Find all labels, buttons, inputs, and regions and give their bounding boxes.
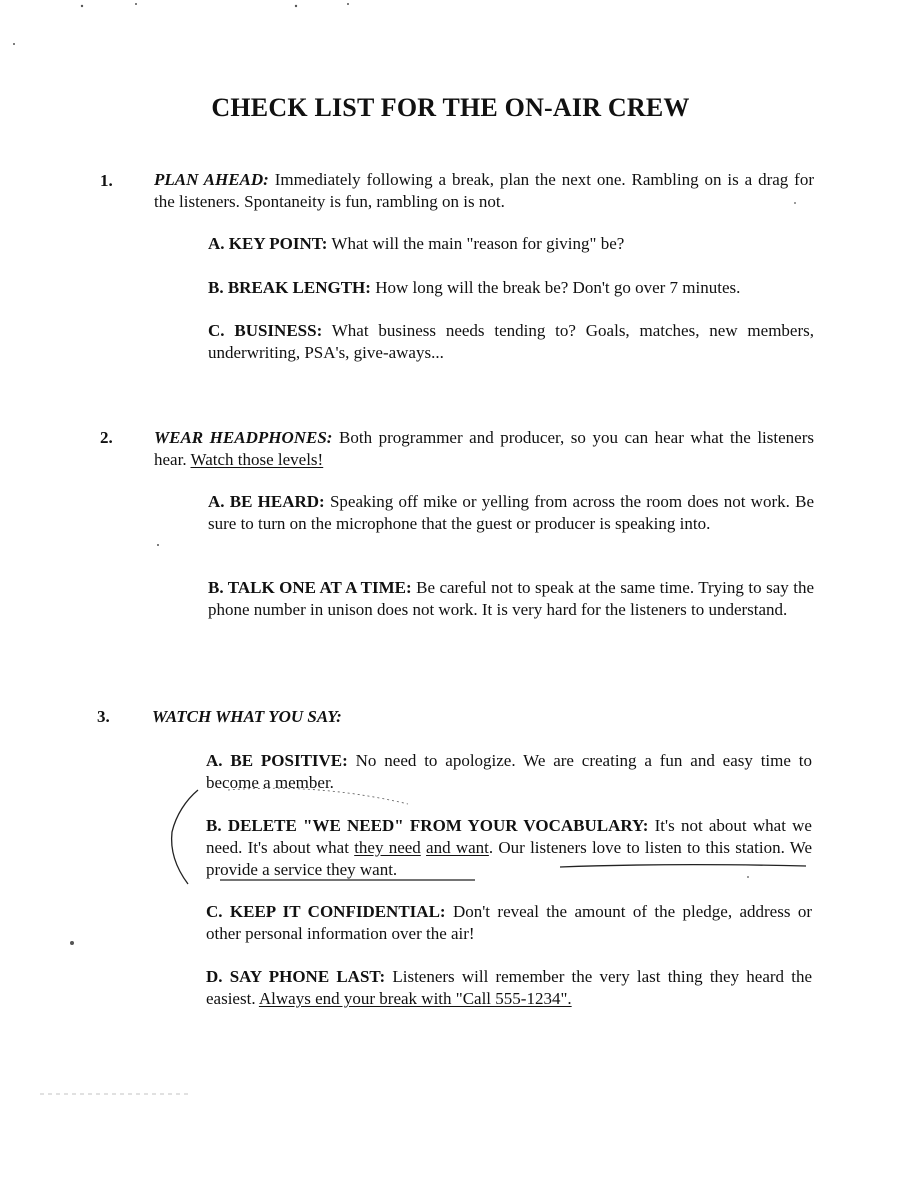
item-text: Speaking off mike or yelling from across the room does not work. Be sure to turn on the microphone that the guest or producer is speaking into.	[208, 492, 814, 533]
item-label: B. DELETE "WE NEED" FROM YOUR VOCABULARY:	[206, 816, 649, 835]
list-item	[206, 901, 812, 945]
list-item	[206, 815, 812, 881]
section-heading: WATCH WHAT YOU SAY:	[152, 707, 342, 726]
item-text: What business needs tending to? Goals, matches, new members, underwriting, PSA's, give-aways...	[208, 321, 814, 362]
section-heading: WEAR HEADPHONES:	[154, 428, 333, 447]
item-label: D. SAY PHONE LAST:	[206, 967, 386, 986]
underlined-text: Always end your break with "Call 555-1234".	[258, 989, 572, 1008]
section-body: Both programmer and producer, so you can hear what the listeners hear.	[154, 428, 814, 469]
list-item	[208, 577, 814, 621]
item-label: B. BREAK LENGTH:	[208, 278, 371, 297]
item-text: Listeners will remember the very last thing they heard the easiest.	[206, 967, 812, 1008]
item-label: A. BE HEARD:	[208, 492, 325, 511]
item-label: C. BUSINESS:	[208, 321, 323, 340]
item-text: How long will the break be? Don't go over 7 minutes.	[370, 278, 741, 297]
section-heading: PLAN AHEAD:	[154, 170, 269, 189]
item-label: C. KEEP IT CONFIDENTIAL:	[206, 902, 446, 921]
item-text: Be careful not to speak at the same time. Trying to say the phone number in unison does not work. It is very hard for the listeners to understand.	[208, 578, 814, 619]
pen-bracket	[172, 790, 198, 884]
section-paragraph	[154, 427, 814, 471]
item-text: What will the main "reason for giving" be?	[327, 234, 625, 253]
item-label: B. TALK ONE AT A TIME:	[208, 578, 412, 597]
underlined-text: they need	[354, 838, 421, 857]
item-text: It's not about what we need. It's about what	[206, 816, 812, 857]
section-number: 1.	[100, 171, 113, 190]
list-item	[206, 966, 812, 1010]
list-item	[206, 750, 812, 794]
underlined-text: and want	[426, 838, 489, 857]
list-item	[208, 233, 814, 255]
item-text: Don't reveal the amount of the pledge, address or other personal information over the air!	[206, 902, 812, 943]
list-item	[208, 277, 814, 299]
list-item	[208, 491, 814, 535]
underlined-text: Watch those levels!	[190, 450, 324, 469]
item-text: . Our listeners love to listen to this station. We provide a service they want.	[206, 838, 813, 879]
item-label: A. KEY POINT:	[208, 234, 328, 253]
section-paragraph	[154, 169, 814, 213]
list-item	[208, 320, 814, 364]
item-label: A. BE POSITIVE:	[206, 751, 348, 770]
scan-specks	[13, 3, 796, 945]
section-number: 2.	[100, 428, 113, 447]
section-number: 3.	[97, 707, 110, 726]
page-title: CHECK LIST FOR THE ON-AIR CREW	[211, 93, 690, 122]
section-body: Immediately following a break, plan the next one. Rambling on is a drag for the listeners. Spontaneity is fun, rambling on is not.	[154, 170, 814, 211]
item-text: No need to apologize. We are creating a fun and easy time to become a member.	[206, 751, 812, 792]
section-paragraph	[152, 706, 812, 728]
